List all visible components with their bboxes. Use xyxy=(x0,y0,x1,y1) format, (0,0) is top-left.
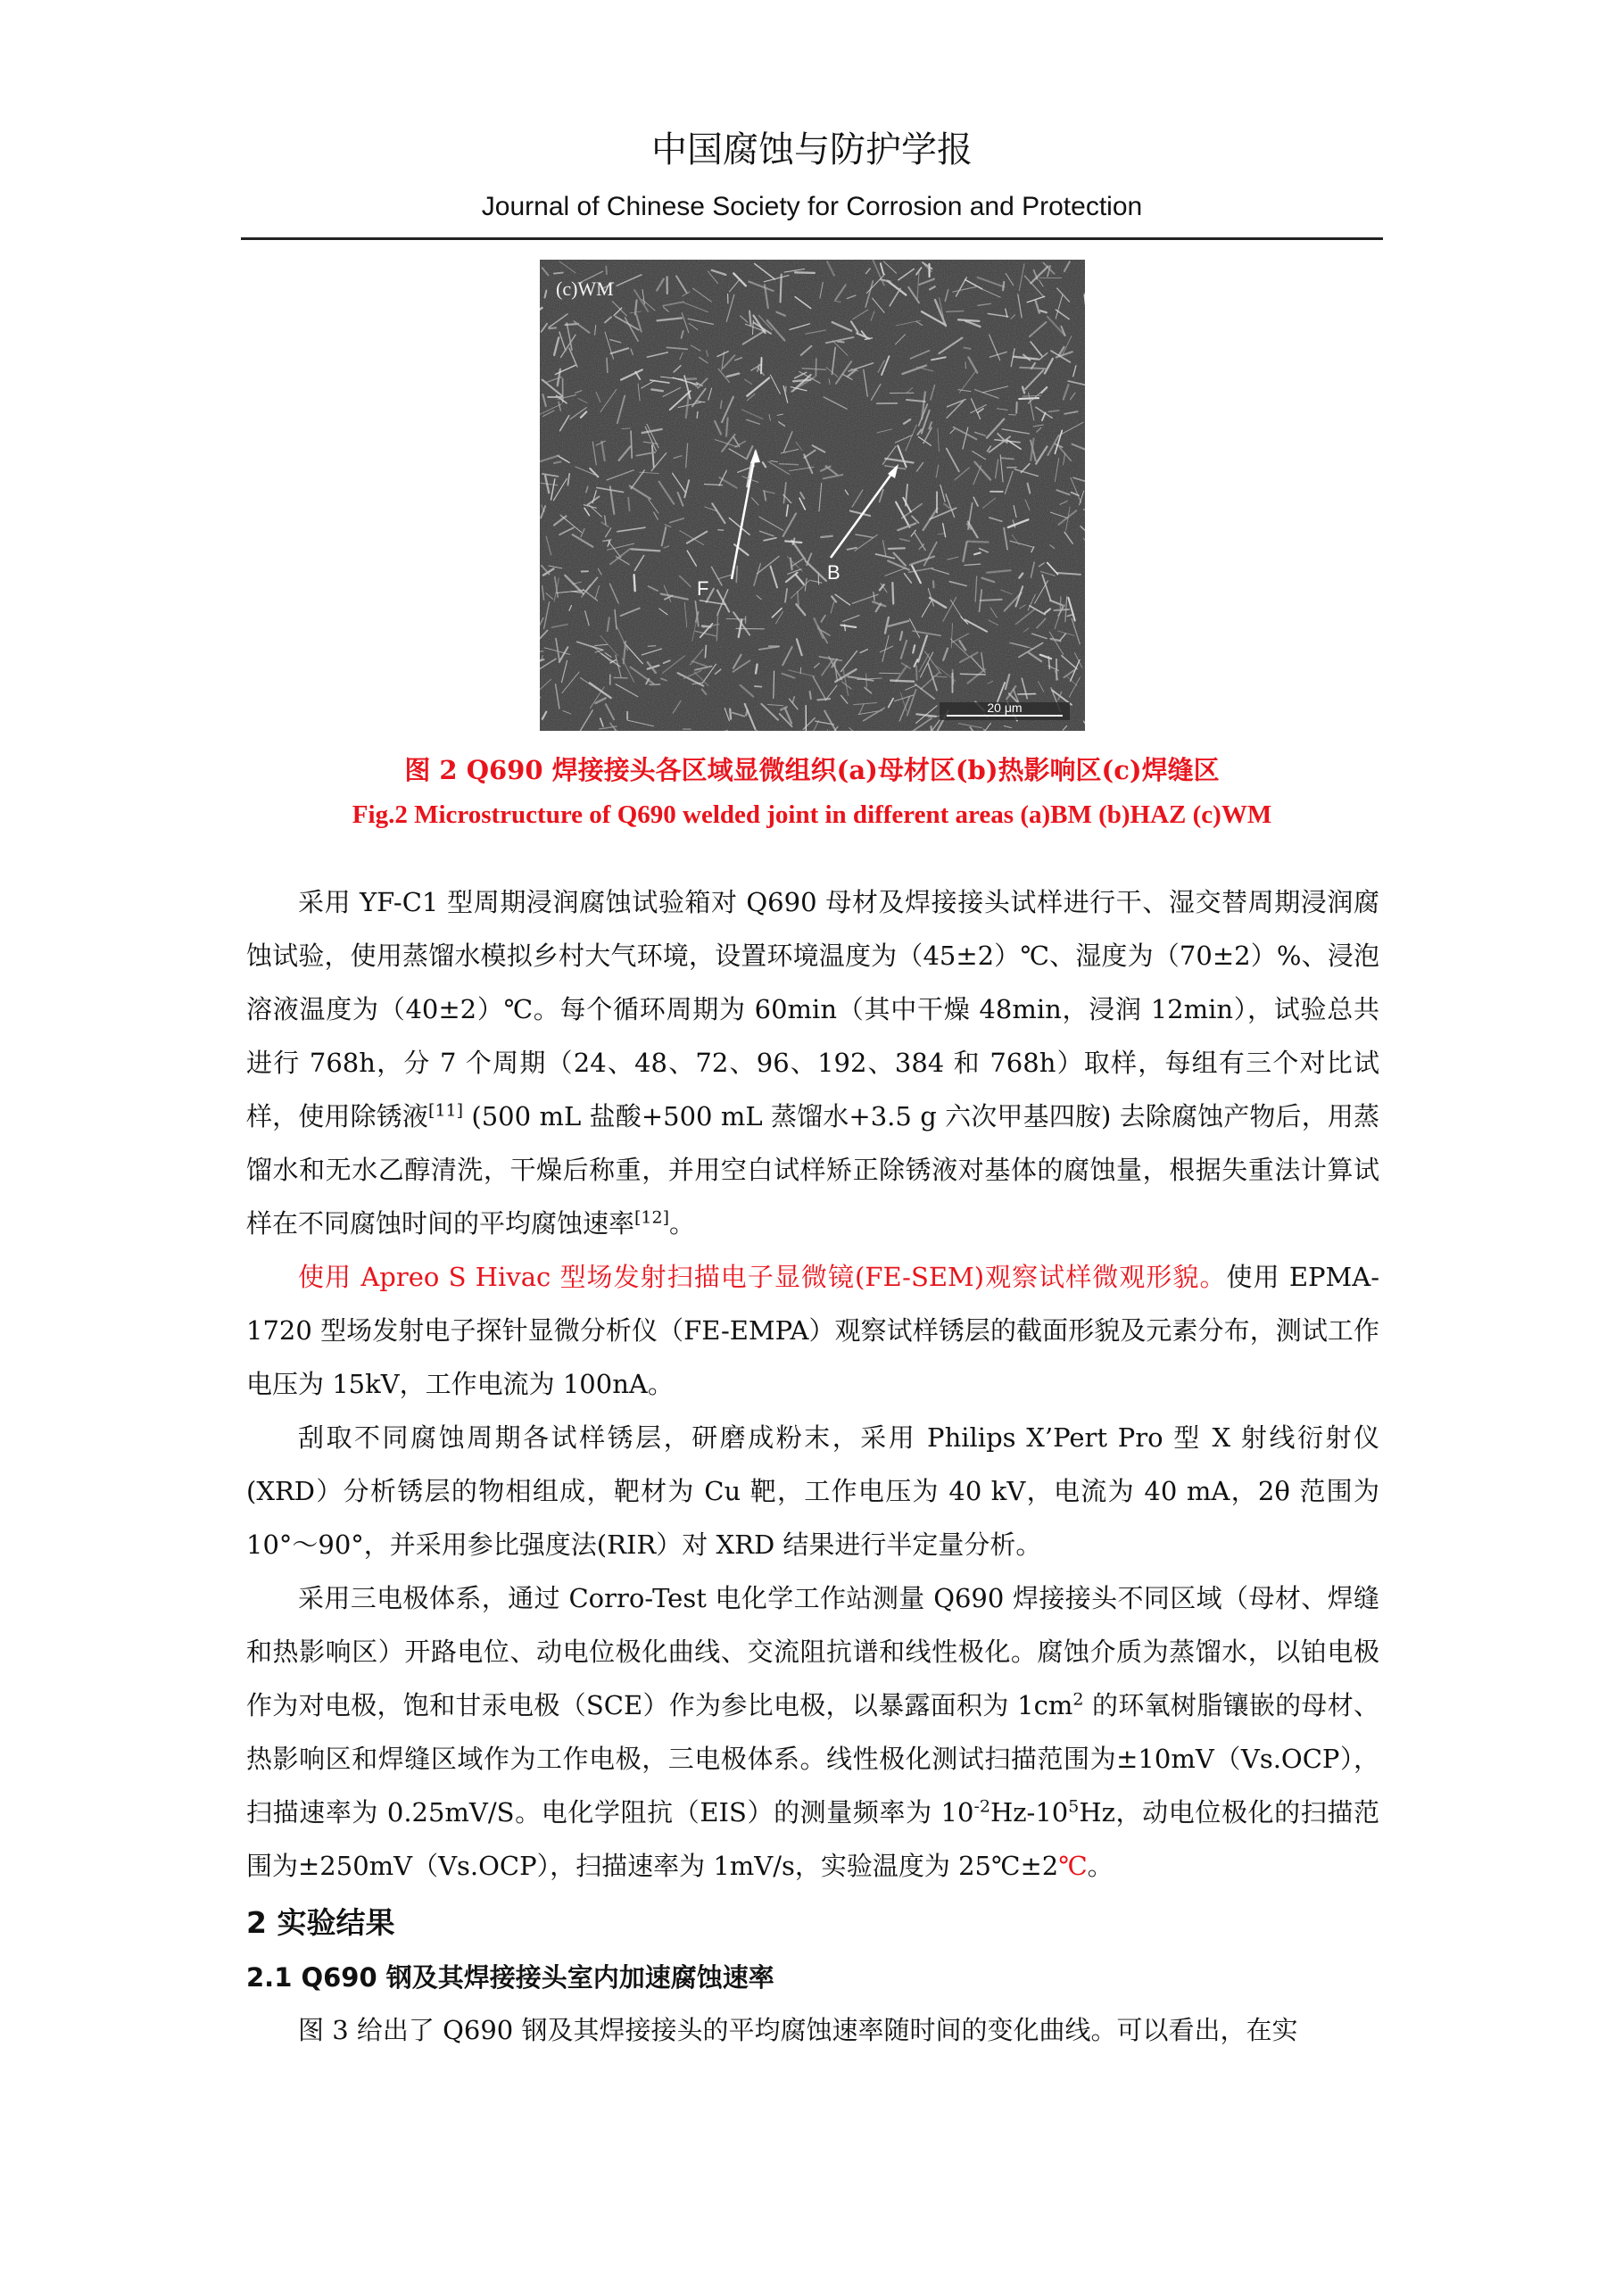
arrow-label-f: F xyxy=(697,577,709,600)
text-span: Hz，动电位极化的扫描范围为±250mV（Vs.OCP），扫描速率为 1mV/s，实验温度为 25℃±2 xyxy=(246,1797,1379,1881)
paragraph-method-electrochem xyxy=(246,1571,1379,1893)
figure-caption-en: Fig.2 Microstructure of Q690 welded joint in different areas (a)BM (b)HAZ (c)WM xyxy=(352,800,1272,829)
text-span: 。 xyxy=(669,1208,696,1239)
text-span: Hz-10 xyxy=(990,1797,1069,1828)
section-heading: 2 实验结果 xyxy=(246,1905,395,1940)
journal-title-cn: 中国腐蚀与防护学报 xyxy=(651,129,973,170)
arrow-label-b: B xyxy=(827,561,840,584)
text-span: 采用三电极体系，通过 Corro-Test 电化学工作站测量 Q690 焊接接头不同区域（母材、焊缝和热影响区）开路电位、动电位极化曲线、交流阻抗谱和线性极化。腐蚀介质为蒸馏水，以铂电极作为对电极，饱和甘汞电极（SCE）作为参比电极，以暴露面积为 1cm xyxy=(246,1583,1379,1720)
text-span: 使用 EPMA-1720 型场发射电子探针显微分析仪（FE-EMPA）观察试样锈层的截面形貌及元素分布，测试工作电压为 15kV，工作电流为 100nA。 xyxy=(246,1262,1379,1399)
paragraph-results: 图 3 给出了 Q690 钢及其焊接接头的平均腐蚀速率随时间的变化曲线。可以看出，在实 xyxy=(298,2015,1298,2045)
superscript: 5 xyxy=(1068,1796,1080,1817)
journal-header xyxy=(241,125,1383,227)
citation: [12] xyxy=(634,1207,670,1228)
text-span: 。 xyxy=(1087,1851,1114,1881)
paragraph-method-sem xyxy=(246,1250,1379,1411)
scale-bar-label: 20 μm xyxy=(987,700,1023,715)
highlighted-text: 使用 Apreo S Hivac 型场发射扫描电子显微镜(FE-SEM)观察试样微观形貌。 xyxy=(298,1262,1227,1292)
sem-micrograph xyxy=(540,260,1085,731)
superscript: 2 xyxy=(1072,1689,1084,1710)
sem-noise xyxy=(540,260,1085,731)
panel-label: (c)WM xyxy=(556,278,614,300)
superscript: -2 xyxy=(973,1796,990,1817)
paragraph-method-corrosion-test xyxy=(246,875,1379,1250)
header-rule xyxy=(241,237,1383,240)
article-body xyxy=(246,875,1379,2057)
journal-title-en: Journal of Chinese Society for Corrosion and Protection xyxy=(481,192,1143,221)
text-span: 的环氧树脂镶嵌的母材、热影响区和焊缝区域作为工作电极，三电极体系。线性极化测试扫描范围为±10mV（Vs.OCP），扫描速率为 0.25mV/S。电化学阻抗（EIS）的测量频率为 10 xyxy=(246,1690,1380,1828)
sem-image xyxy=(540,260,1085,731)
text-span: (500 mL 盐酸+500 mL 蒸馏水+3.5 g 六次甲基四胺) 去除腐蚀产物后，用蒸馏水和无水乙醇清洗，干燥后称重，并用空白试样矫正除锈液对基体的腐蚀量，根据失重法计算试样在不同腐蚀时间的平均腐蚀速率 xyxy=(246,1101,1379,1239)
subsection-heading: 2.1 Q690 钢及其焊接接头室内加速腐蚀速率 xyxy=(246,1962,774,1993)
text-span: 采用 YF-C1 型周期浸润腐蚀试验箱对 Q690 母材及焊接接头试样进行干、湿交替周期浸润腐蚀试验，使用蒸馏水模拟乡村大气环境，设置环境温度为（45±2）℃、湿度为（70±2）%、浸泡溶液温度为（40±2）℃。每个循环周期为 60min（其中干燥 48min，浸润 12min），试验总共进行 768h，分 7 个周期（24、48、72、96、192、384 和 768h）取样，每组有三个对比试样，使用除锈液 xyxy=(246,887,1379,1131)
figure-caption-cn: 图 2 Q690 焊接接头各区域显微组织(a)母材区(b)热影响区(c)焊缝区 xyxy=(404,755,1220,785)
paragraph-method-xrd: 刮取不同腐蚀周期各试样锈层，研磨成粉末，采用 Philips X’Pert Pro 型 X 射线衍射仪 (XRD）分析锈层的物相组成，靶材为 Cu 靶，工作电压为 40 kV，电流为 40 mA，2θ 范围为 10°～90°，并采用参比强度法(RIR）对 XRD 结果进行半定量分析。 xyxy=(246,1422,1379,1560)
citation: [11] xyxy=(428,1100,464,1121)
highlighted-text: ℃ xyxy=(1058,1851,1088,1881)
